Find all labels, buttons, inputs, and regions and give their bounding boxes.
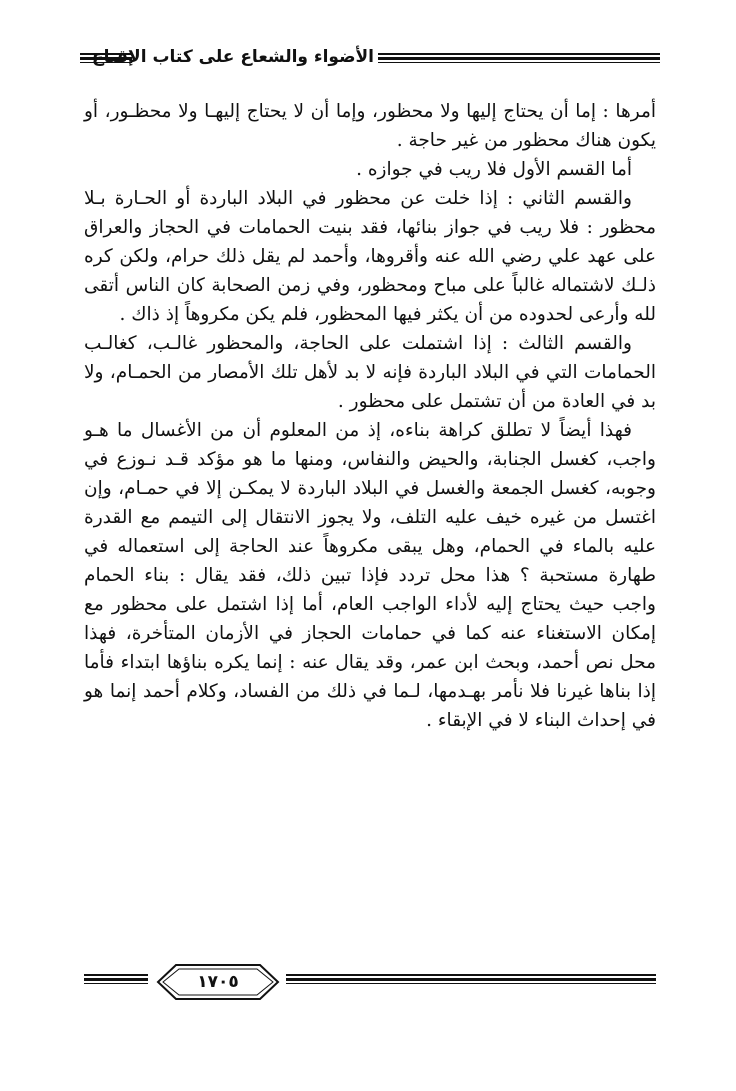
page-number: ١٧٠٥ [197,972,239,992]
paragraph-5: فهذا أيضاً لا تطلق كراهة بناءه، إذ من المعلوم أن من الأغسال ما هـو واجب، كغسل الجنابة، والحيض والنفاس، ومنها ما هو مؤكد قـد نـوزع في وجوبه، كغسل الجمعة والغسل في البلاد الباردة لا يمكـن إلا في حمـام، وإن اغتسل من غيره خيف عليه التلف، ولا يجوز الانتقال إلى التيمم مع القدرة عليه بالماء في الحمام، وهل يبقى مكروهاً عند الحاجة إلى استعماله في طهارة مستحبة ؟ هذا محل تردد فإذا تبين ذلك، فقد يقال : بناء الحمام واجب حيث يحتاج إليه لأداء الواجب العام، أما إذا اشتمل على محظور مع إمكان الاستغناء عنه كما في حمامات الحجاز في الأزمان المتأخرة، فهذا محل نص أحمد، وبحث ابن عمر، وقد يقال عنه : إنما يكره بناؤها ابتداء فأما إذا بناها غيرنا فلا نأمر بهـدمها، لـما في ذلك من الفساد، وكلام أحمد إنما هو في إحداث البناء لا في الإبقاء . [84,420,656,731]
page-body [84,97,656,735]
page-number-badge [156,962,280,1002]
page-footer [84,962,656,1006]
paragraph-1: أمرها : إما أن يحتاج إليها ولا محظور، وإما أن لا يحتاج إليهـا ولا محظـور، أو يكون هناك محظور من غير حاجة . [84,101,656,151]
paragraph-3: والقسم الثاني : إذا خلت عن محظور في البلاد الباردة أو الحـارة بـلا محظور : فلا ريب في جواز بنائها، فقد بنيت الحمامات في الحجاز والعراق على عهد علي رضي الله عنه وأقروها، وأحمد لم يقل ذلك حرام، ولكن كره ذلـك لاشتماله غالباً على مباح ومحظور، وفي زمن الصحابة كان الناس أتقى لله وأرعى لحدوده من أن يكثر فيها المحظور، فلم يكن مكروهاً إذ ذاك . [84,188,656,325]
footer-rule-right [286,974,656,984]
page-header [80,42,660,74]
footer-rule-left [84,974,148,984]
header-rule-right [378,53,660,63]
paragraph-4: والقسم الثالث : إذا اشتملت على الحاجة، والمحظور غالـب، كغالـب الحمامات التي في البلاد الباردة فإنه لا بد لأهل تلك الأمصار من الحمـام، ولا بد في العادة من أن تشتمل على محظور . [84,333,656,412]
paragraph-2: أما القسم الأول فلا ريب في جوازه . [356,159,632,180]
book-title: الأضواء والشعاع على كتاب الإقناع [91,47,374,67]
